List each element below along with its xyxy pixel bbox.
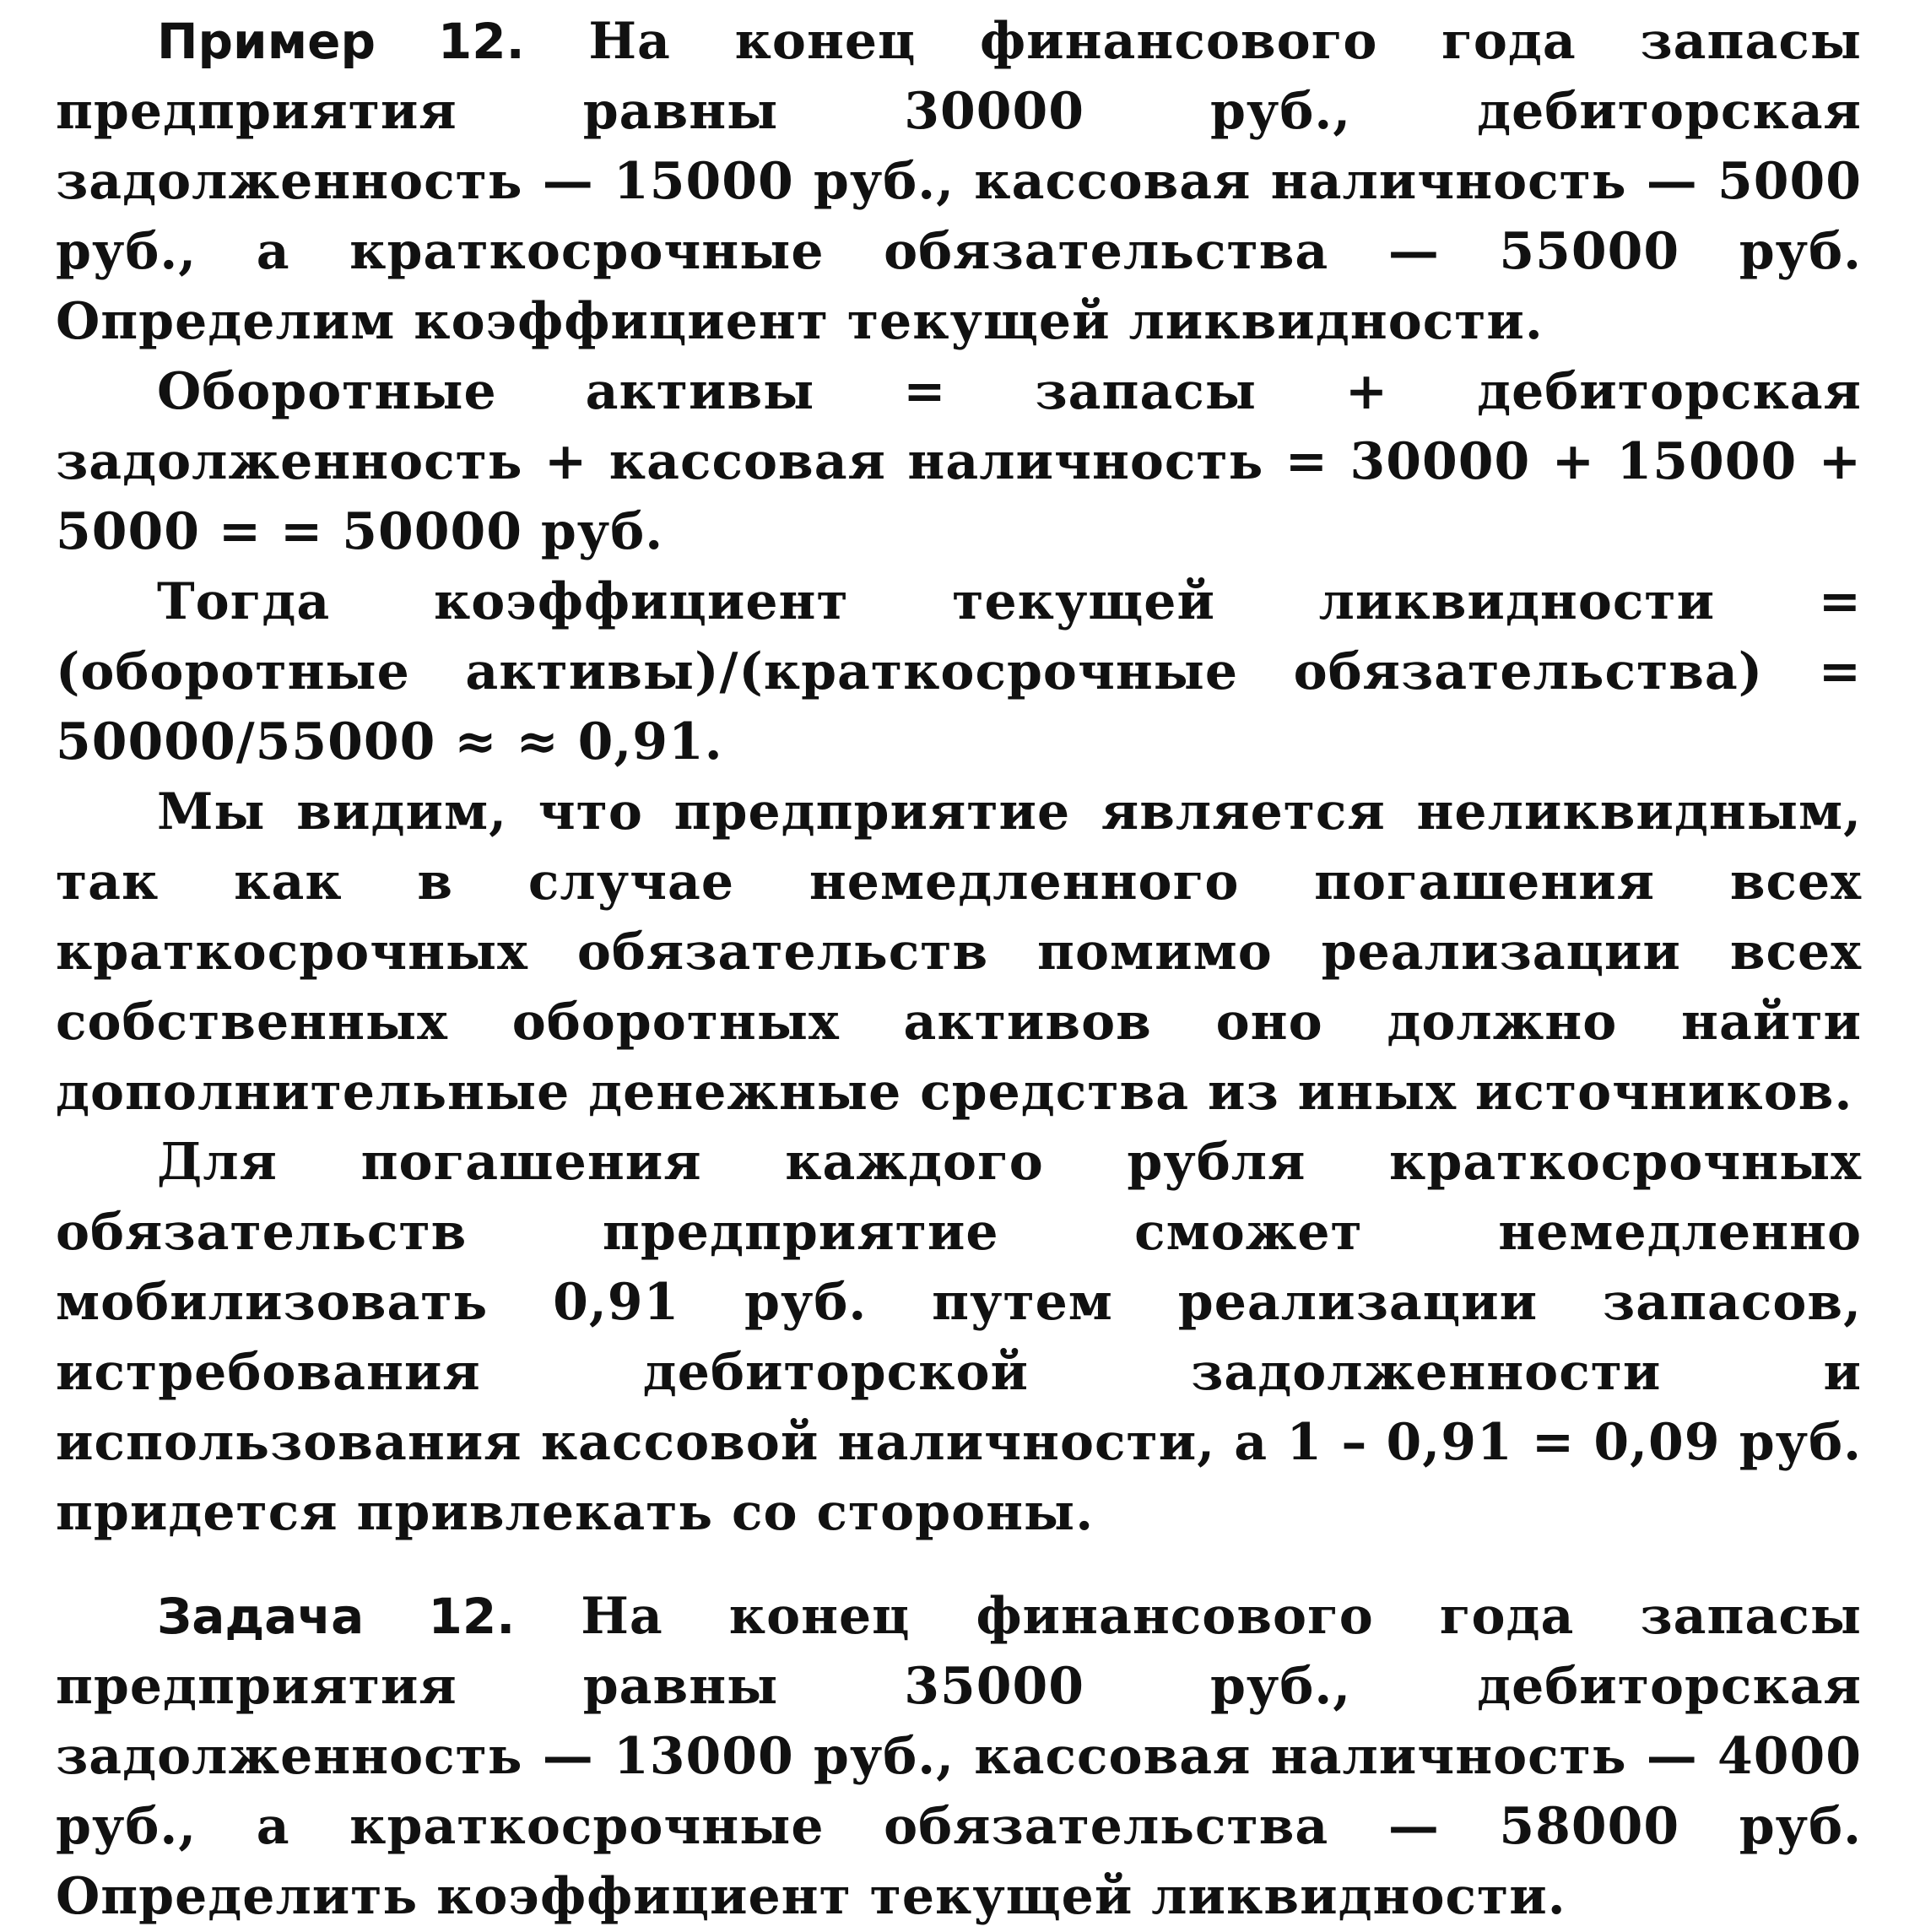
example-label: Пример 12. [157,13,525,70]
liquidity-ratio-formula: Тогда коэффициент текущей ликвидности = (оборотные активы)/(краткосрочные обязательства) = 50000/55000 ≈ ≈ 0,91. [56,572,1862,771]
conclusion-paragraph [56,777,1862,1128]
current-assets-formula: Оборотные активы = запасы + дебиторская задолженность + кассовая наличность = 30000 + 15000 + 5000 = = 50000 руб. [56,362,1862,561]
task-paragraph [56,1582,1862,1932]
textbook-page [56,7,1862,1932]
example-paragraph [56,7,1862,357]
current-assets-paragraph [56,357,1862,567]
ratio-paragraph [56,567,1862,777]
conclusion-text: Мы видим, что предприятие является неликвидным, так как в случае немедленного погашения всех краткосрочных обязательств помимо реализации всех собственных оборотных активов оно должно найти дополнительные денежные средства из иных источников. [56,782,1862,1122]
interpretation-text: Для погашения каждого рубля краткосрочных обязательств предприятие сможет немедленно мобилизовать 0,91 руб. путем реализации запасов, истребования дебиторской задолженности и использования кассовой наличности, а 1 – 0,91 = 0,09 руб. придется привлекать со стороны. [56,1133,1862,1542]
example-condition: На конец финансового года запасы предприятия равны 30000 руб., дебиторская задолженность — 15000 руб., кассовая наличность — 5000 руб., а краткосрочные обязательства — 55000 руб. Определим коэффициент текущей ликвидности. [56,12,1863,351]
interpretation-paragraph [56,1128,1862,1548]
task-condition: На конец финансового года запасы предприятия равны 35000 руб., дебиторская задолженность — 13000 руб., кассовая наличность — 4000 руб., а краткосрочные обязательства — 58000 руб. Определить коэффициент текущей ликвидности. [56,1587,1862,1926]
task-label: Задача 12. [157,1588,516,1645]
